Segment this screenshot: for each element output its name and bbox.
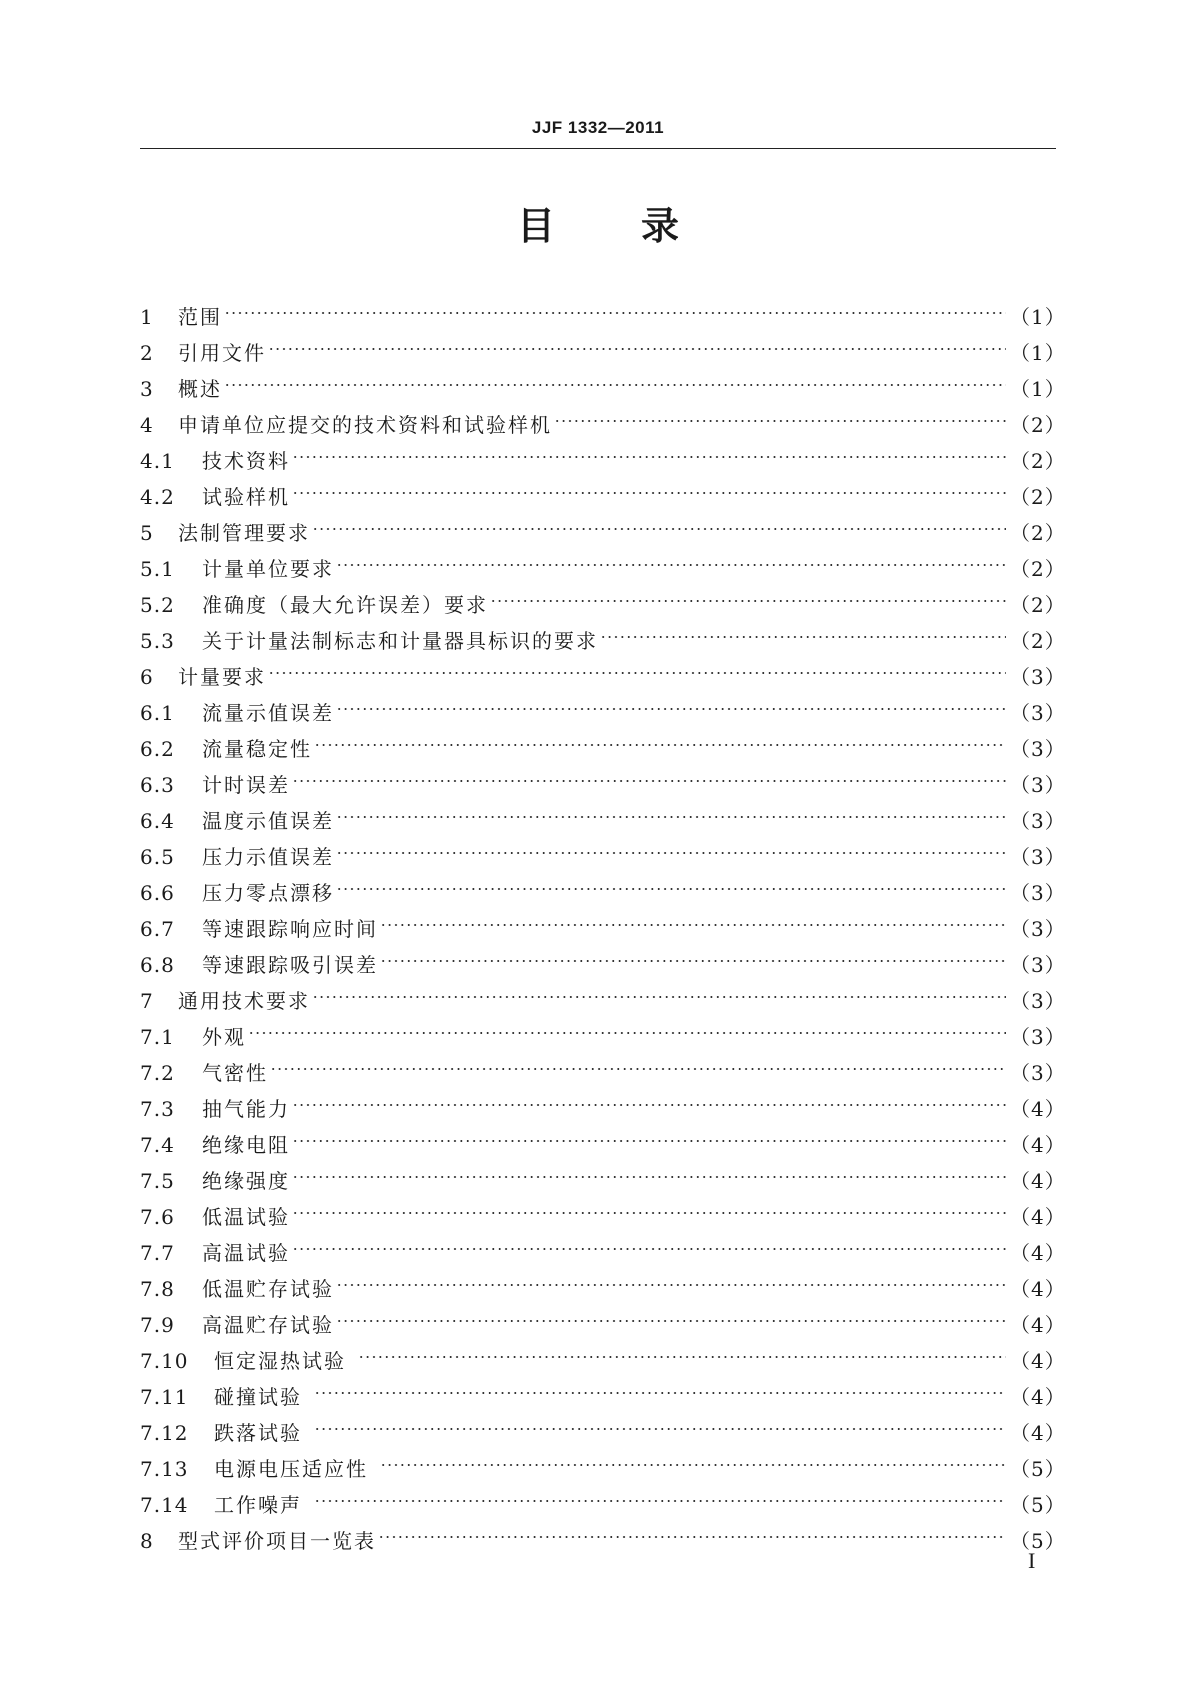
toc-entry-page: （5）	[1010, 1529, 1066, 1553]
toc-dot-leader	[268, 324, 1006, 360]
toc-dot-leader	[358, 1332, 1006, 1368]
toc-dot-leader	[292, 468, 1006, 504]
toc-dot-leader	[336, 1260, 1006, 1296]
toc-entry-title: 外观	[202, 1025, 246, 1049]
toc-entry-number: 4	[140, 413, 154, 437]
toc-entry-number: 2	[140, 341, 154, 365]
toc-dot-leader	[490, 576, 1006, 612]
toc-entry-page: （4）	[1010, 1421, 1066, 1445]
toc-entry-title: 气密性	[202, 1061, 268, 1085]
toc-entry-number: 7	[140, 989, 154, 1013]
toc-entry-title: 等速跟踪吸引误差	[202, 953, 378, 977]
toc-entry-number: 7.12	[140, 1421, 189, 1445]
toc-dot-leader	[292, 1224, 1006, 1260]
toc-entry-number: 6.6	[140, 881, 175, 905]
toc-entry-page: （4）	[1010, 1169, 1066, 1193]
toc-entry-page: （3）	[1010, 1025, 1066, 1049]
toc-entry-title: 试验样机	[202, 485, 290, 509]
toc-dot-leader	[314, 1476, 1006, 1512]
toc-entry-page: （4）	[1010, 1313, 1066, 1337]
toc-entry-title: 准确度（最大允许误差）要求	[202, 593, 488, 617]
toc-entry-title: 工作噪声	[214, 1493, 302, 1517]
page-number: I	[1028, 1548, 1036, 1573]
toc-entry-page: （4）	[1010, 1385, 1066, 1409]
toc-dot-leader	[314, 1404, 1006, 1440]
toc-entry-page: （3）	[1010, 917, 1066, 941]
toc-entry-page: （5）	[1010, 1457, 1066, 1481]
toc-entry-page: （2）	[1010, 449, 1066, 473]
toc-entry-number: 1	[140, 305, 154, 329]
toc-entry-number: 7.9	[140, 1313, 175, 1337]
toc-dot-leader	[380, 936, 1006, 972]
toc-entry-number: 7.7	[140, 1241, 175, 1265]
page-title: 目录	[516, 204, 765, 248]
toc-dot-leader	[336, 1296, 1006, 1332]
toc-entry-number: 6.8	[140, 953, 175, 977]
toc-dot-leader	[248, 1008, 1006, 1044]
toc-dot-leader	[292, 432, 1006, 468]
toc-entry-number: 8	[140, 1529, 154, 1553]
toc-dot-leader	[336, 540, 1006, 576]
toc-entry-title: 概述	[178, 377, 222, 401]
toc-entry-number: 4.1	[140, 449, 175, 473]
toc-entry[interactable]	[140, 324, 1066, 365]
toc-entry-page: （1）	[1010, 305, 1066, 329]
toc-entry-page: （3）	[1010, 881, 1066, 905]
toc-entry-title: 绝缘强度	[202, 1169, 290, 1193]
toc-entry-title: 计时误差	[202, 773, 290, 797]
toc-entry-number: 6.7	[140, 917, 175, 941]
toc-entry[interactable]	[140, 1080, 1066, 1121]
toc-dot-leader	[292, 1152, 1006, 1188]
toc-entry-page: （3）	[1010, 773, 1066, 797]
toc-dot-leader	[554, 396, 1006, 432]
toc-entry-title: 压力零点漂移	[202, 881, 334, 905]
toc-entry-title: 绝缘电阻	[202, 1133, 290, 1157]
toc-entry[interactable]	[140, 648, 1066, 689]
toc-entry[interactable]	[140, 1008, 1066, 1049]
toc-dot-leader	[314, 720, 1006, 756]
toc-entry-page: （1）	[1010, 377, 1066, 401]
toc-entry-page: （4）	[1010, 1277, 1066, 1301]
toc-dot-leader	[292, 756, 1006, 792]
toc-entry-page: （4）	[1010, 1349, 1066, 1373]
toc-entry-number: 7.10	[140, 1349, 189, 1373]
toc-dot-leader	[292, 1188, 1006, 1224]
toc-entry-title: 压力示值误差	[202, 845, 334, 869]
toc-entry-title: 高温试验	[202, 1241, 290, 1265]
toc-entry-number: 7.2	[140, 1061, 175, 1085]
toc-entry-title: 法制管理要求	[178, 521, 310, 545]
toc-entry-page: （2）	[1010, 593, 1066, 617]
toc-dot-leader	[336, 828, 1006, 864]
toc-entry-page: （3）	[1010, 701, 1066, 725]
toc-entry-page: （4）	[1010, 1241, 1066, 1265]
toc-entry-title: 型式评价项目一览表	[178, 1529, 376, 1553]
toc-entry-number: 7.13	[140, 1457, 189, 1481]
toc-entry-number: 6.4	[140, 809, 175, 833]
toc-dot-leader	[380, 900, 1006, 936]
toc-dot-leader	[336, 864, 1006, 900]
toc-entry-title: 温度示值误差	[202, 809, 334, 833]
toc-dot-leader	[378, 1512, 1006, 1548]
toc-entry-page: （2）	[1010, 413, 1066, 437]
toc-entry-page: （5）	[1010, 1493, 1066, 1517]
toc-entry-number: 7.3	[140, 1097, 175, 1121]
toc-entry-title: 关于计量法制标志和计量器具标识的要求	[202, 629, 598, 653]
toc-entry-title: 范围	[178, 305, 222, 329]
toc-entry-number: 5.2	[140, 593, 175, 617]
toc-entry-title: 碰撞试验	[214, 1385, 302, 1409]
toc-entry-number: 5	[140, 521, 154, 545]
toc-entry-page: （2）	[1010, 485, 1066, 509]
toc-entry-page: （2）	[1010, 629, 1066, 653]
toc-entry-number: 5.3	[140, 629, 175, 653]
toc-entry-page: （3）	[1010, 989, 1066, 1013]
toc-entry-number: 6.1	[140, 701, 175, 725]
toc-entry-page: （3）	[1010, 737, 1066, 761]
toc-entry-number: 7.11	[140, 1385, 189, 1409]
toc-entry-page: （4）	[1010, 1097, 1066, 1121]
toc-entry-title: 抽气能力	[202, 1097, 290, 1121]
toc-dot-leader	[270, 1044, 1006, 1080]
toc-entry-title: 高温贮存试验	[202, 1313, 334, 1337]
toc-entry-number: 7.14	[140, 1493, 189, 1517]
toc-entry-number: 3	[140, 377, 154, 401]
toc-entry-title: 流量稳定性	[202, 737, 312, 761]
toc-dot-leader	[312, 972, 1006, 1008]
toc-entry-title: 电源电压适应性	[214, 1457, 368, 1481]
toc-entry-number: 7.8	[140, 1277, 175, 1301]
table-of-contents	[140, 288, 1066, 1553]
toc-entry-page: （1）	[1010, 341, 1066, 365]
toc-dot-leader	[312, 504, 1006, 540]
toc-entry-number: 7.6	[140, 1205, 175, 1229]
toc-entry-title: 流量示值误差	[202, 701, 334, 725]
toc-entry[interactable]	[140, 396, 1066, 437]
toc-entry-number: 6	[140, 665, 154, 689]
toc-entry-number: 6.2	[140, 737, 175, 761]
toc-entry[interactable]	[140, 1044, 1066, 1085]
toc-dot-leader	[314, 1368, 1006, 1404]
toc-entry-title: 低温贮存试验	[202, 1277, 334, 1301]
toc-dot-leader	[268, 648, 1006, 684]
toc-entry-number: 7.5	[140, 1169, 175, 1193]
toc-dot-leader	[380, 1440, 1006, 1476]
toc-entry-title: 申请单位应提交的技术资料和试验样机	[178, 413, 552, 437]
toc-entry-page: （3）	[1010, 845, 1066, 869]
toc-entry-title: 低温试验	[202, 1205, 290, 1229]
toc-dot-leader	[292, 1080, 1006, 1116]
toc-entry-page: （2）	[1010, 557, 1066, 581]
toc-entry-title: 通用技术要求	[178, 989, 310, 1013]
toc-entry-page: （3）	[1010, 1061, 1066, 1085]
toc-entry-page: （3）	[1010, 953, 1066, 977]
toc-entry-title: 引用文件	[178, 341, 266, 365]
toc-entry-number: 6.5	[140, 845, 175, 869]
toc-entry-number: 4.2	[140, 485, 175, 509]
toc-entry-title: 计量要求	[178, 665, 266, 689]
toc-entry-title: 恒定湿热试验	[214, 1349, 346, 1373]
toc-dot-leader	[224, 288, 1006, 324]
toc-entry-number: 7.4	[140, 1133, 175, 1157]
toc-dot-leader	[292, 1116, 1006, 1152]
toc-entry-number: 6.3	[140, 773, 175, 797]
toc-entry-title: 计量单位要求	[202, 557, 334, 581]
toc-entry-page: （4）	[1010, 1205, 1066, 1229]
toc-entry-number: 5.1	[140, 557, 175, 581]
toc-entry-title: 技术资料	[202, 449, 290, 473]
toc-dot-leader	[224, 360, 1006, 396]
toc-entry-page: （2）	[1010, 521, 1066, 545]
toc-entry-page: （4）	[1010, 1133, 1066, 1157]
toc-entry[interactable]	[140, 684, 1066, 725]
toc-dot-leader	[600, 612, 1006, 648]
toc-entry[interactable]	[140, 288, 1066, 329]
toc-dot-leader	[336, 792, 1006, 828]
document-code-header: JJF 1332—2011	[531, 118, 665, 137]
toc-entry-page: （3）	[1010, 809, 1066, 833]
toc-entry-number: 7.1	[140, 1025, 175, 1049]
toc-entry-title: 等速跟踪响应时间	[202, 917, 378, 941]
toc-entry-title: 跌落试验	[214, 1421, 302, 1445]
toc-entry[interactable]	[140, 360, 1066, 401]
toc-dot-leader	[336, 684, 1006, 720]
header-rule	[140, 148, 1056, 149]
toc-entry-page: （3）	[1010, 665, 1066, 689]
